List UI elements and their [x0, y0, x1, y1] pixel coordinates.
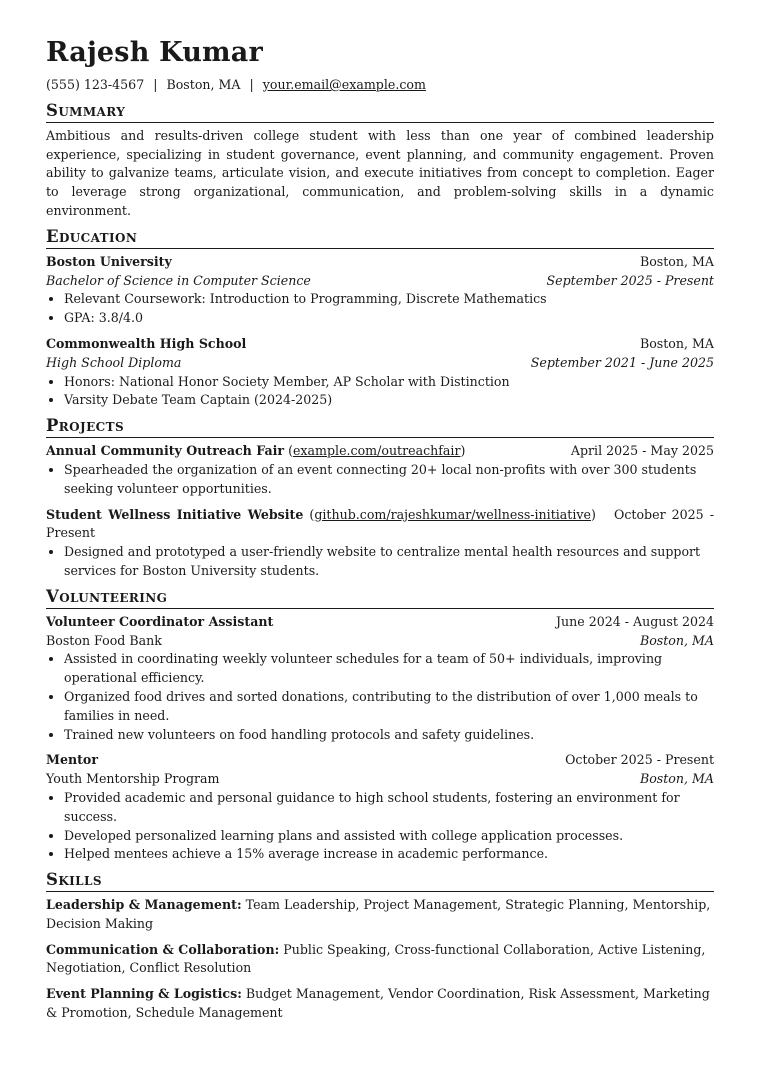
education-entry [46, 253, 714, 328]
contact-line [46, 76, 714, 95]
phone-number: (555) 123-4567 [46, 77, 145, 92]
education-section [46, 227, 714, 410]
section-title-projects: Projects [46, 416, 714, 438]
school-location: Boston, MA [639, 335, 714, 351]
volunteer-location: Boston, MA [639, 771, 714, 787]
bullet-item: • Assisted in coordinating weekly volunteer schedules for a team of 50+ individuals, improving operational efficiency. [64, 650, 714, 688]
volunteer-dates: October 2025 - Present [565, 752, 714, 768]
bullet-item: • GPA: 3.8/4.0 [64, 309, 714, 328]
contact-separator: | [153, 77, 158, 92]
project-link[interactable]: example.com/outreachfair [292, 443, 461, 459]
section-title-education: Education [46, 227, 714, 249]
volunteer-bullets [46, 650, 714, 744]
education-dates: September 2021 - June 2025 [530, 354, 714, 370]
skill-items: Public Speaking, Cross-functional Collaboration, Active Listening, Negotiation, Conflict Resolution [46, 941, 706, 976]
volunteering-section [46, 587, 714, 864]
project-name: Student Wellness Initiative Website [46, 506, 304, 522]
summary-section [46, 101, 714, 221]
project-dates: October 2025 - Present [46, 506, 714, 541]
location: Boston, MA [166, 77, 241, 92]
bullet-item: • Honors: National Honor Society Member, AP Scholar with Distinction [64, 373, 714, 392]
skill-items: Budget Management, Vendor Coordination, Risk Assessment, Marketing & Promotion, Schedule Management [46, 986, 710, 1021]
volunteer-organization: Boston Food Bank [46, 632, 162, 648]
project-link[interactable]: github.com/rajeshkumar/wellness-initiative [314, 506, 591, 522]
degree: Bachelor of Science in Computer Science [46, 272, 311, 288]
projects-section [46, 416, 714, 581]
volunteering-entry [46, 613, 714, 745]
volunteer-role: Volunteer Coordinator Assistant [46, 613, 274, 629]
section-title-skills: Skills [46, 870, 714, 892]
candidate-name: Rajesh Kumar [46, 37, 263, 68]
school-name: Boston University [46, 253, 172, 269]
volunteer-bullets [46, 789, 714, 864]
skill-items: Team Leadership, Project Management, Strategic Planning, Mentorship, Decision Making [46, 897, 711, 931]
education-entry [46, 335, 714, 410]
skill-label: Leadership & Management: [46, 897, 242, 913]
bullet-item: • Relevant Coursework: Introduction to Programming, Discrete Mathematics [64, 290, 714, 309]
bullet-item: • Spearheaded the organization of an event connecting 20+ local non-profits with over 300 students seeking volunteer opportunities. [64, 461, 714, 499]
project-bullets [46, 543, 714, 581]
summary-text: Ambitious and results-driven college student with less than one year of combined leadership experience, specializing in student governance, event planning, and community engagement. Proven ability to galvanize teams, articulate vision, and execute initiatives from concept to completion. Eager to leverage strong organizational, communication, and problem-solving skills in a dynamic environment. [46, 127, 714, 218]
skill-group [46, 985, 714, 1023]
volunteer-dates: June 2024 - August 2024 [556, 613, 714, 629]
education-bullets [46, 373, 714, 411]
skill-group [46, 941, 714, 979]
section-title-summary: Summary [46, 101, 714, 123]
resume-page [46, 36, 714, 1023]
bullet-item: • Organized food drives and sorted donations, contributing to the distribution of over 1,000 meals to families in need. [64, 688, 714, 726]
degree: High School Diploma [46, 354, 182, 370]
project-name: Annual Community Outreach Fair [46, 443, 285, 459]
education-dates: September 2025 - Present [546, 272, 714, 288]
volunteer-role: Mentor [46, 752, 98, 768]
skill-label: Communication & Collaboration: [46, 941, 280, 957]
skills-section [46, 870, 714, 1023]
bullet-item: • Varsity Debate Team Captain (2024-2025) [64, 391, 714, 410]
skill-group [46, 896, 714, 934]
school-name: Commonwealth High School [46, 335, 247, 351]
section-title-volunteering: Volunteering [46, 587, 714, 609]
education-bullets [46, 290, 714, 328]
project-dates: April 2025 - May 2025 [570, 443, 714, 459]
bullet-item: • Designed and prototyped a user-friendly website to centralize mental health resources and support services for Boston University students. [64, 543, 714, 581]
contact-separator: | [249, 77, 254, 92]
school-location: Boston, MA [639, 253, 714, 269]
volunteering-entry [46, 751, 714, 864]
volunteer-organization: Youth Mentorship Program [46, 771, 220, 787]
bullet-item: • Trained new volunteers on food handling protocols and safety guidelines. [64, 726, 714, 745]
project-bullets [46, 461, 714, 499]
volunteer-location: Boston, MA [639, 632, 714, 648]
bullet-item: • Developed personalized learning plans and assisted with college application processes. [64, 827, 714, 846]
skill-label: Event Planning & Logistics: [46, 986, 242, 1002]
project-entry: Student Wellness Initiative Website (github.com/rajeshkumar/wellness-initiative) October 2025 - Present • Designed and prototyped a user-friendly website to centralize mental health resources and support services for Boston University students. [46, 506, 714, 581]
bullet-item: • Helped mentees achieve a 15% average increase in academic performance. [64, 845, 714, 864]
project-entry: Annual Community Outreach Fair (example.com/outreachfair) April 2025 - May 2025 • Spearheaded the organization of an event connecting 20+ local non-profits with over 300 students seeking volunteer opportunities. [46, 442, 714, 498]
email-link[interactable]: your.email@example.com [262, 77, 426, 92]
bullet-item: • Provided academic and personal guidance to high school students, fostering an environment for success. [64, 789, 714, 827]
